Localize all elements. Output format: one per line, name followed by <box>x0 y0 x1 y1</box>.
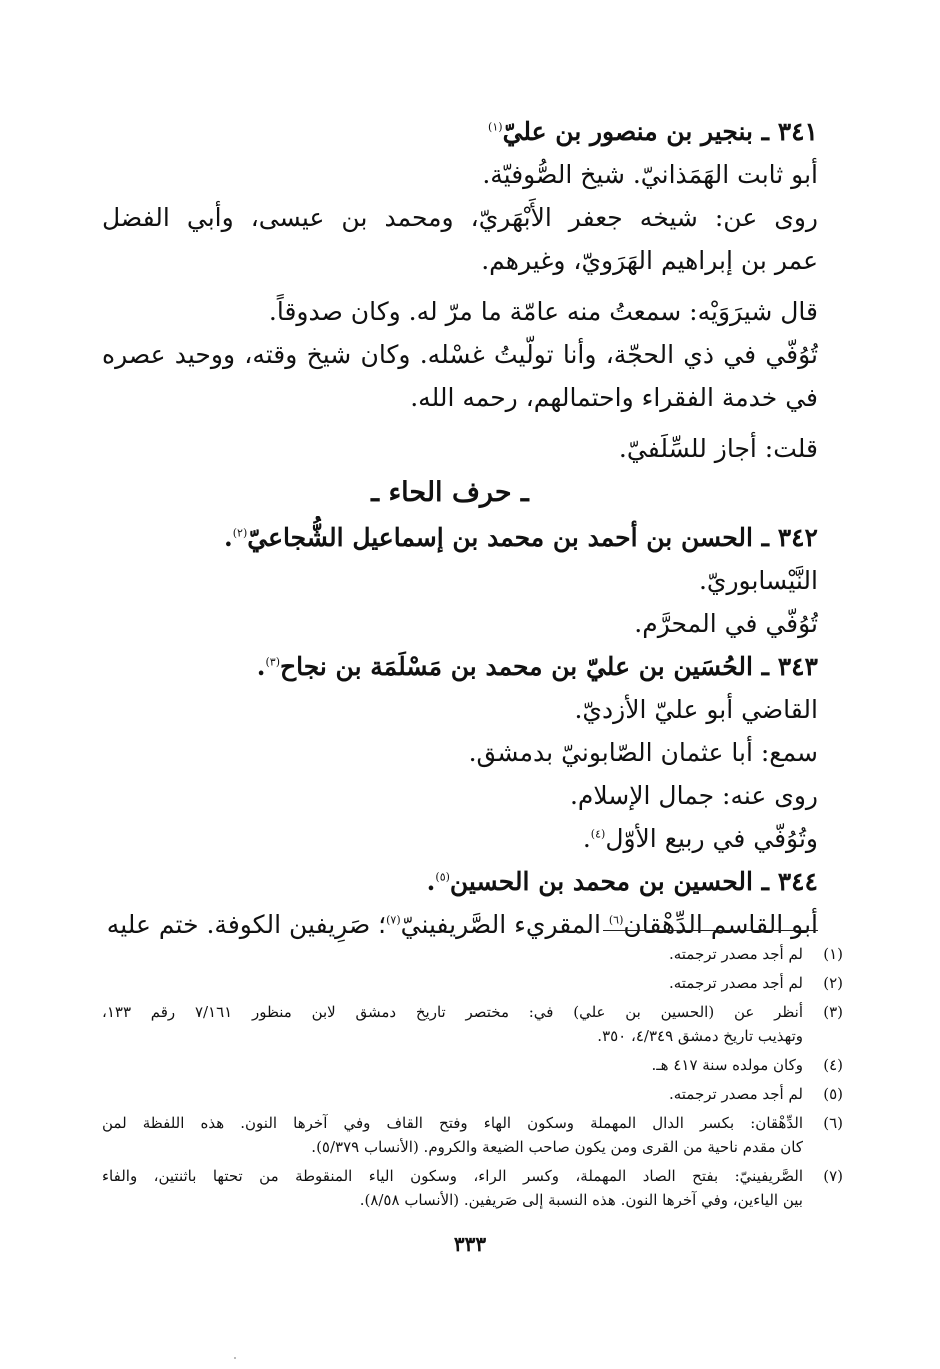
title-period: . <box>426 867 436 896</box>
text-line: عمر بن إبراهيم الهَرَويّ، وغيرهم. <box>481 246 818 275</box>
footnote-body <box>102 942 803 966</box>
title-period: . <box>224 523 233 552</box>
footnote-ref: (١) <box>488 120 503 134</box>
footnotes <box>102 942 843 1217</box>
footnote-line: لم أجد مصدر ترجمته. <box>668 945 803 963</box>
footnote-number: (٣) <box>823 1003 843 1021</box>
text-line <box>102 817 818 860</box>
text-line: روى عن: شيخه جعفر الأَبْهَريّ، ومحمد بن عيسى، وأبي الفضل <box>102 203 818 232</box>
entry-343-title <box>102 645 818 688</box>
text-line: النَّيْسابوريّ. <box>698 566 818 595</box>
entry-342-title <box>102 516 818 559</box>
footnote-3 <box>102 1000 843 1048</box>
footnote-6 <box>102 1111 843 1159</box>
footnote-1 <box>102 942 843 966</box>
entry-title-text: ٣٤٤ ـ الحسين بن محمد بن الحسين <box>449 867 818 896</box>
text-line: تُوُفّي في ذي الحجّة، وأنا تولّيتُ غسْله. وكان شيخ وقته، ووحيد عصره <box>102 340 818 369</box>
text-line: قال شيرَوَيْه: سمعتُ منه عامّة ما مرّ له. وكان صدوقاً. <box>268 297 818 326</box>
entry-title-text: ٣٤١ ـ بنجير بن منصور بن عليّ <box>502 117 818 146</box>
entry-title-text: ٣٤٣ ـ الحُسَين بن عليّ بن محمد بن مَسْلَمَة بن نجاح <box>279 652 818 681</box>
text-line: روى عنه: جمال الإسلام. <box>569 781 818 810</box>
footnote-line: الدِّهْقان: بكسر الدال المهملة وسكون الهاء وفتح القاف وفي آخرها النون. هذه اللفظة لمن <box>102 1114 803 1132</box>
page-number: ٣٣٣ <box>453 1232 487 1256</box>
footnote-number: (٤) <box>823 1056 843 1074</box>
footnote-line: لم أجد مصدر ترجمته. <box>668 1085 803 1103</box>
text-span: وتُوُفّي في ربيع الأوّل <box>605 824 818 853</box>
text-line: القاضي أبو عليّ الأزديّ. <box>574 695 818 724</box>
footnote-line: أنظر عن (الحسين بن علي) في: مختصر تاريخ دمشق لابن منظور ٧/١٦١ رقم ١٣٣، <box>102 1003 803 1021</box>
footnote-line: لم أجد مصدر ترجمته. <box>668 974 803 992</box>
footnote-number: (١) <box>823 945 843 963</box>
text-line: في خدمة الفقراء واحتمالهم، رحمه الله. <box>410 383 818 412</box>
footnote-5 <box>102 1082 843 1106</box>
footnote-number: (٥) <box>823 1085 843 1103</box>
footnote-body <box>102 1082 803 1106</box>
text-line: قلت: أجاز للسِّلَفيّ. <box>618 434 818 463</box>
text-span: المقريء الصَّريفينيّ <box>400 910 609 939</box>
title-period: . <box>256 652 266 681</box>
footnote-ref: (٦) <box>608 913 624 927</box>
text-span: أبو القاسم الدِّهْقان <box>623 910 818 939</box>
main-text <box>102 110 818 946</box>
footnote-divider <box>603 930 818 931</box>
footnote-line: وكان مولده سنة ٤١٧ هـ. <box>651 1056 803 1074</box>
footnote-ref: (٧) <box>386 913 401 927</box>
footnote-ref: (٤) <box>590 827 606 841</box>
footnote-4 <box>102 1053 843 1077</box>
footnote-line: وتهذيب تاريخ دمشق ٤/٣٤٩، ٣٥٠. <box>597 1027 803 1045</box>
footnote-ref: (٥) <box>435 870 450 884</box>
footnote-number: (٢) <box>823 974 843 992</box>
footnote-number: (٧) <box>823 1167 843 1185</box>
section-heading: ـ حرف الحاء ـ <box>371 477 529 508</box>
footnote-body <box>102 1053 803 1077</box>
footnote-ref: (٣) <box>265 655 280 669</box>
footnote-body <box>102 1164 803 1212</box>
footnote-body <box>102 1111 803 1159</box>
text-period: . <box>582 824 591 853</box>
entry-title-text: ٣٤٢ ـ الحسن بن أحمد بن محمد بن إسماعيل الشُّجاعيّ <box>247 523 818 552</box>
scan-speck <box>234 1357 236 1359</box>
entry-344-title <box>102 860 818 903</box>
text-line: سمع: أبا عثمان الصّابونيّ بدمشق. <box>468 738 818 767</box>
footnote-line: كان مقدم ناحية من القرى ومن يكون صاحب الضيعة والكروم. (الأنساب ٥/٣٧٩). <box>311 1138 803 1156</box>
footnote-ref: (٢) <box>232 526 248 540</box>
footnote-line: الصَّريفينيّ: بفتح الصاد المهملة، وكسر الراء، وسكون الياء المنقوطة من تحتها باثنتين، والفاء <box>102 1167 803 1185</box>
footnote-body <box>102 1000 803 1048</box>
footnote-2 <box>102 971 843 995</box>
text-line <box>102 903 818 946</box>
text-span: ؛ صَرِيفين الكوفة. ختم عليه <box>106 910 387 939</box>
entry-341-title <box>102 110 818 153</box>
footnote-number: (٦) <box>823 1114 843 1132</box>
text-line: تُوُفّي في المحرَّم. <box>634 609 818 638</box>
footnote-line: بين الياءين، وفي آخرها النون. هذه النسبة إلى صَريفين. (الأنساب ٨/٥٨). <box>359 1191 803 1209</box>
footnote-body <box>102 971 803 995</box>
text-line: أبو ثابت الهَمَذانيّ. شيخ الصُّوفيّة. <box>482 160 818 189</box>
footnote-7 <box>102 1164 843 1212</box>
